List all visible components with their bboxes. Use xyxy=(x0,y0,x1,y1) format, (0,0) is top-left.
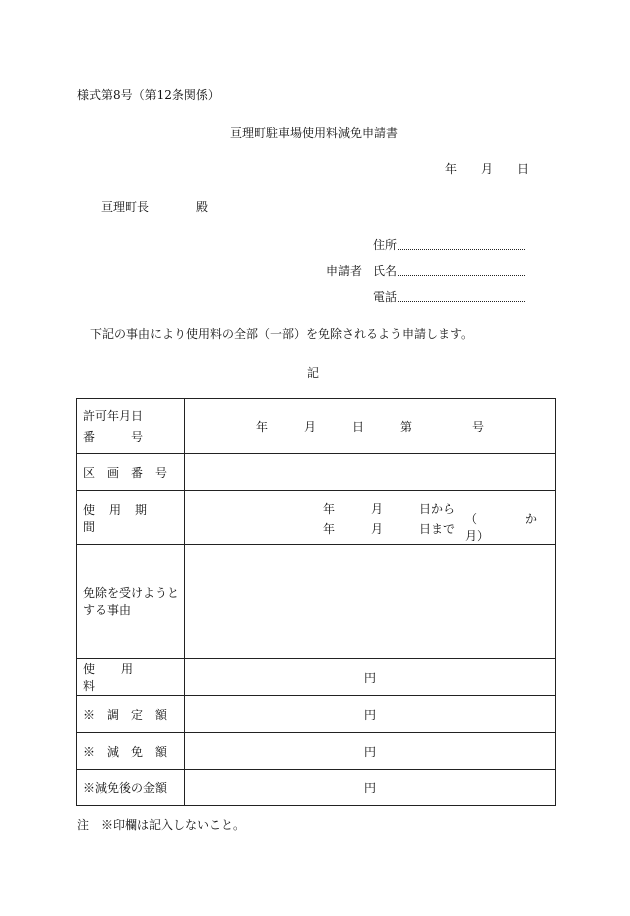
fee-value[interactable]: 円 xyxy=(185,659,556,696)
permit-no-label: 番 号 xyxy=(83,430,144,444)
area-label: 区画番号 xyxy=(77,454,185,491)
request-text: 下記の事由により使用料の全部（一部）を免除されるよう申請します。 xyxy=(90,327,474,341)
period-to: 年 月 日まで xyxy=(323,522,456,536)
period-months: （ か月） xyxy=(465,512,538,543)
permit-row xyxy=(77,399,556,454)
after-row xyxy=(77,770,556,806)
name-line[interactable] xyxy=(398,263,525,276)
period-from: 年 月 日から xyxy=(323,502,456,516)
after-label: ※減免後の金額 xyxy=(77,770,185,806)
ki-marker: 記 xyxy=(307,366,320,380)
permit-label xyxy=(77,399,185,454)
fee-row xyxy=(77,659,556,696)
adjusted-row xyxy=(77,696,556,733)
applicant-label: 申請者 xyxy=(326,264,363,278)
reduction-label: ※減免額 xyxy=(77,733,185,770)
reason-value[interactable] xyxy=(185,545,556,659)
addressee: 亘理町長 xyxy=(101,200,150,214)
area-row xyxy=(77,454,556,491)
adjusted-label: ※調定額 xyxy=(77,696,185,733)
permit-date-label: 許可年月日 xyxy=(83,409,144,423)
adjusted-value[interactable]: 円 xyxy=(185,696,556,733)
address-line[interactable] xyxy=(398,237,525,250)
period-row xyxy=(77,491,556,545)
reason-row xyxy=(77,545,556,659)
phone-line[interactable] xyxy=(398,289,525,302)
period-label: 使用期間 xyxy=(77,491,185,545)
name-label: 氏名 xyxy=(373,264,398,278)
reduction-row xyxy=(77,733,556,770)
form-title: 亘理町駐車場使用料減免申請書 xyxy=(230,126,399,140)
period-value[interactable] xyxy=(185,491,556,545)
footnote: 注 ※印欄は記入しないこと。 xyxy=(77,818,246,832)
date-line: 年 月 日 xyxy=(445,162,530,176)
phone-label: 電話 xyxy=(373,290,398,304)
reason-label: 免除を受けようとする事由 xyxy=(77,545,185,659)
honorific: 殿 xyxy=(196,200,209,214)
after-value[interactable]: 円 xyxy=(185,770,556,806)
address-label: 住所 xyxy=(373,238,398,252)
permit-value[interactable]: 年 月 日 第 号 xyxy=(185,399,556,454)
fee-label: 使用料 xyxy=(77,659,185,696)
area-value[interactable] xyxy=(185,454,556,491)
reduction-value[interactable]: 円 xyxy=(185,733,556,770)
application-table xyxy=(76,398,556,806)
form-number: 様式第8号（第12条関係） xyxy=(77,88,220,102)
